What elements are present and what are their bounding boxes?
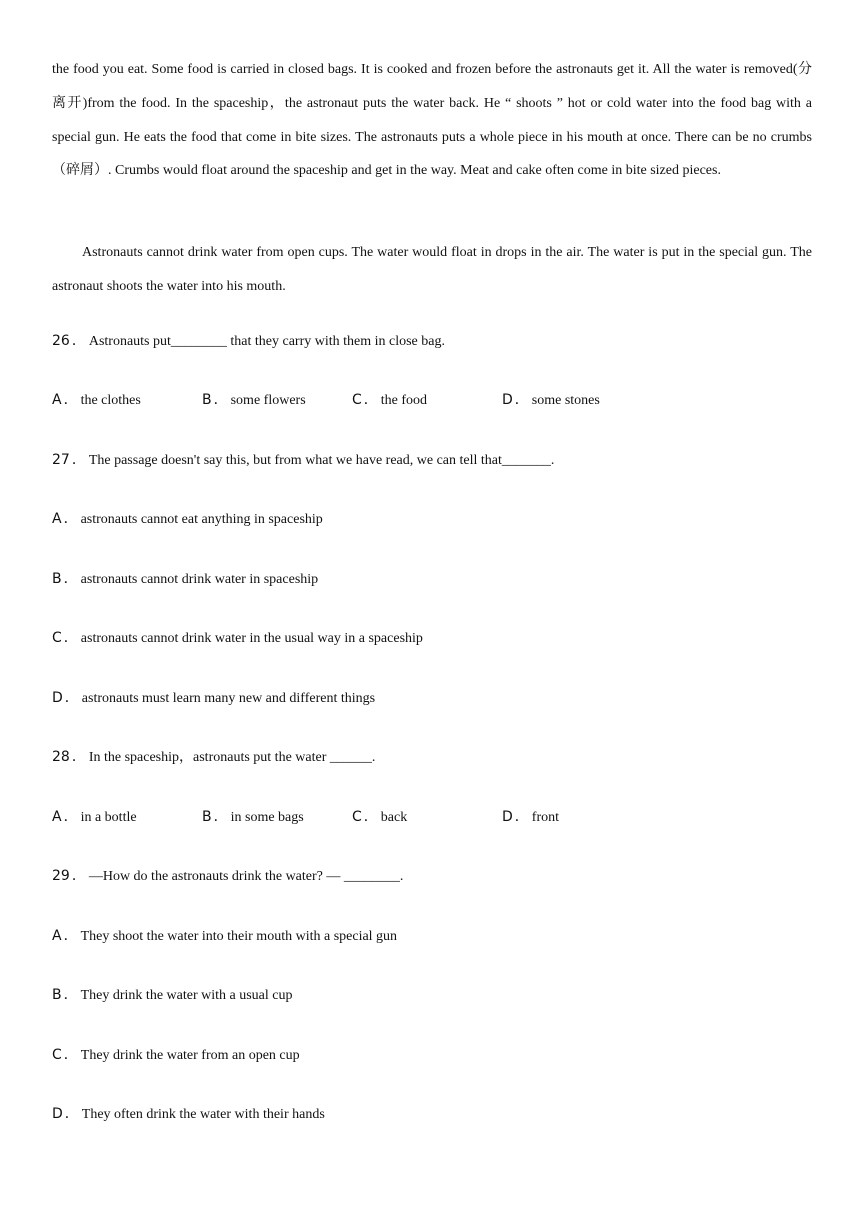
option-text: They drink the water from an open cup — [80, 1048, 300, 1063]
question-separator: ． — [71, 749, 86, 765]
option-text: astronauts cannot eat anything in spaceship — [80, 512, 323, 527]
option-letter: D — [502, 809, 513, 825]
option-29-c: C ． They drink the water from an open cup — [52, 1047, 300, 1063]
question-separator: ． — [71, 868, 86, 884]
option-28-a: A ． in a bottle — [52, 809, 137, 825]
question-separator: ． — [71, 333, 86, 349]
option-letter: A — [52, 511, 62, 527]
option-text: the clothes — [80, 393, 141, 408]
option-29-b: B ． They drink the water with a usual cup — [52, 987, 293, 1003]
option-letter: C — [52, 630, 62, 646]
option-28-b: B ． in some bags — [202, 809, 304, 825]
option-26-d: D ． some stones — [502, 392, 600, 408]
option-text: back — [380, 810, 408, 825]
option-28-c: C ． back — [352, 809, 408, 825]
option-27-a: A ． astronauts cannot eat anything in spaceship — [52, 511, 323, 527]
option-letter: A — [52, 928, 62, 944]
question-26 — [52, 331, 445, 352]
option-text: front — [531, 810, 559, 825]
option-letter: B — [52, 987, 62, 1003]
option-text: some stones — [531, 393, 600, 408]
option-letter: A — [52, 392, 62, 408]
question-27 — [52, 450, 554, 471]
option-27-d: D ． astronauts must learn many new and different things — [52, 690, 376, 706]
question-text: In the spaceship，astronauts put the water ______. — [88, 750, 376, 765]
option-26-c: C ． the food — [352, 392, 428, 408]
option-letter: C — [352, 809, 362, 825]
question-number: 27 — [52, 452, 70, 468]
question-text: —How do the astronauts drink the water? — ________. — [88, 869, 404, 884]
option-text: in a bottle — [80, 810, 137, 825]
option-27-b: B ． astronauts cannot drink water in spaceship — [52, 571, 319, 587]
option-29-d: D ． They often drink the water with their hands — [52, 1106, 325, 1122]
option-27-c: C ． astronauts cannot drink water in the usual way in a spaceship — [52, 630, 423, 646]
option-letter: D — [52, 690, 63, 706]
option-text: the food — [380, 393, 428, 408]
question-text: The passage doesn't say this, but from what we have read, we can tell that_______. — [88, 453, 555, 468]
option-text: astronauts cannot drink water in spaceship — [80, 572, 319, 587]
passage-paragraph-2: Astronauts cannot drink water from open cups. The water would float in drops in the air. The water is put in the special gun. The astronaut shoots the water into his mouth. — [52, 245, 812, 294]
option-text: astronauts must learn many new and different things — [81, 691, 376, 706]
option-28-d: D ． front — [502, 809, 559, 825]
option-text: in some bags — [230, 810, 304, 825]
option-letter: D — [52, 1106, 63, 1122]
option-26-a: A ． the clothes — [52, 392, 141, 408]
question-number: 28 — [52, 749, 70, 765]
question-29 — [52, 866, 403, 887]
question-number: 29 — [52, 868, 70, 884]
option-29-a: A ． They shoot the water into their mouth with a special gun — [52, 928, 398, 944]
question-number: 26 — [52, 333, 70, 349]
option-text: some flowers — [230, 393, 306, 408]
option-26-b: B ． some flowers — [202, 392, 306, 408]
option-letter: A — [52, 809, 62, 825]
option-text: They shoot the water into their mouth with a special gun — [80, 929, 398, 944]
option-letter: B — [202, 392, 212, 408]
option-letter: B — [202, 809, 212, 825]
option-letter: D — [502, 392, 513, 408]
question-text: Astronauts put________ that they carry with them in close bag. — [88, 334, 445, 349]
question-28 — [52, 747, 375, 768]
option-text: They often drink the water with their hands — [81, 1107, 325, 1122]
option-letter: C — [52, 1047, 62, 1063]
passage-paragraph-1: the food you eat. Some food is carried in closed bags. It is cooked and frozen before the astronauts get it. All the water is removed(分离开)from the food. In the spaceship，the astronaut puts the water back. He “ shoots ” hot or cold water into the food bag with a special gun. He eats the food that come in bite sizes. The astronauts puts a whole piece in his mouth at once. There can be no crumbs（碎屑）. Crumbs would float around the spaceship and get in the way. Meat and cake often come in bite sized pieces. — [52, 62, 812, 179]
option-letter: C — [352, 392, 362, 408]
option-text: astronauts cannot drink water in the usual way in a spaceship — [80, 631, 423, 646]
option-text: They drink the water with a usual cup — [80, 988, 293, 1003]
option-letter: B — [52, 571, 62, 587]
question-separator: ． — [71, 452, 86, 468]
